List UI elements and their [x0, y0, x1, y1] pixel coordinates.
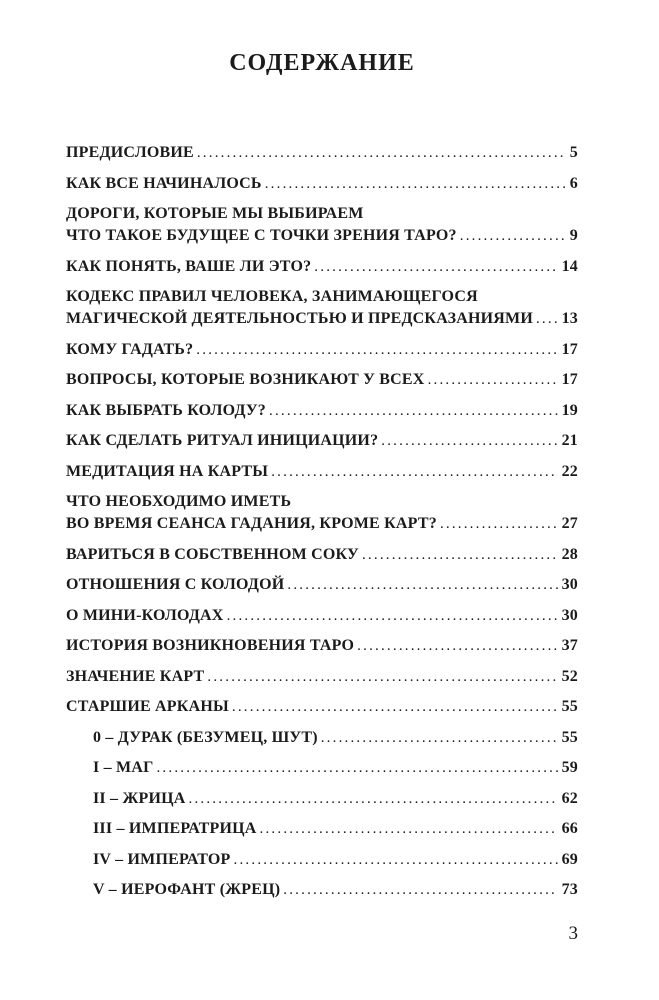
toc-entry-title: КАК СДЕЛАТЬ РИТУАЛ ИНИЦИАЦИИ?: [66, 432, 379, 449]
toc-entry: [66, 879, 578, 901]
toc-entry: [66, 666, 578, 688]
toc-entry-page: 5: [569, 144, 578, 161]
folio-page-number: 3: [568, 923, 578, 944]
toc-entry-page: 27: [561, 515, 578, 532]
dot-leader: [460, 225, 566, 247]
toc-entry-title: III – ИМПЕРАТРИЦА: [93, 820, 257, 837]
toc-entry: [66, 727, 578, 749]
toc-entry: [66, 849, 578, 871]
dot-leader: [428, 369, 558, 391]
toc-entry-title: МЕДИТАЦИЯ НА КАРТЫ: [66, 462, 269, 480]
toc-entry: [66, 173, 578, 195]
toc-entry-title: СТАРШИЕ АРКАНЫ: [66, 698, 229, 715]
toc-entry: [66, 818, 578, 840]
toc-entry-page: 17: [561, 340, 578, 358]
toc-entry-page: 17: [561, 371, 578, 388]
toc-entry-page: 69: [561, 850, 578, 868]
dot-leader: [283, 879, 557, 901]
toc-entry-title: V – ИЕРОФАНТ (ЖРЕЦ): [93, 881, 281, 898]
toc-entry: [66, 491, 578, 535]
dot-leader: [357, 635, 557, 657]
toc-entry: [66, 574, 578, 596]
toc-entry-page: 22: [561, 462, 578, 480]
toc-entry-page: 66: [561, 820, 578, 837]
toc-entry-title: ЧТО НЕОБХОДИМО ИМЕТЬ: [66, 493, 292, 510]
toc-entry-title: ДОРОГИ, КОТОРЫЕ МЫ ВЫБИРАЕМ: [66, 205, 364, 222]
toc-entry-title: КАК ВЫБРАТЬ КОЛОДУ?: [66, 401, 267, 419]
dot-leader: [207, 666, 557, 688]
toc-entry-title: ЧТО ТАКОЕ БУДУЩЕЕ С ТОЧКИ ЗРЕНИЯ ТАРО?: [66, 227, 457, 244]
toc-entry-title: IV – ИМПЕРАТОР: [93, 850, 231, 868]
dot-leader: [287, 574, 557, 596]
toc-entry-page: 6: [569, 174, 578, 192]
toc-entry-page: 55: [561, 728, 578, 746]
dot-leader: [362, 544, 558, 566]
dot-leader: [381, 430, 557, 452]
toc-entry-title: ВО ВРЕМЯ СЕАНСА ГАДАНИЯ, КРОМЕ КАРТ?: [66, 515, 437, 532]
toc-entry-title: ВАРИТЬСЯ В СОБСТВЕННОМ СОКУ: [66, 545, 359, 563]
toc-entry-title: 0 – ДУРАК (БЕЗУМЕЦ, ШУТ): [93, 728, 318, 746]
toc-entry-title: ЗНАЧЕНИЕ КАРТ: [66, 667, 205, 685]
toc-entry-page: 62: [561, 789, 578, 807]
toc-entry: [66, 757, 578, 779]
toc-entry: [66, 286, 578, 330]
toc-entry: [66, 369, 578, 391]
dot-leader: [189, 788, 558, 810]
dot-leader: [321, 727, 558, 749]
toc-entry-page: 55: [561, 698, 578, 715]
toc-entry-title: О МИНИ-КОЛОДАХ: [66, 606, 224, 624]
toc-entry: [66, 256, 578, 278]
toc-entry-title: МАГИЧЕСКОЙ ДЕЯТЕЛЬНОСТЬЮ И ПРЕДСКАЗАНИЯМИ: [66, 310, 533, 327]
dot-leader: [156, 757, 557, 779]
toc-entry-title: ОТНОШЕНИЯ С КОЛОДОЙ: [66, 576, 285, 593]
toc-entry-page: 28: [561, 545, 578, 563]
dot-leader: [197, 142, 566, 164]
toc-entry: [66, 605, 578, 627]
toc-entry-page: 9: [569, 227, 578, 244]
toc-entry-page: 59: [561, 759, 578, 776]
dot-leader: [227, 605, 558, 627]
toc-entry: [66, 203, 578, 247]
toc-entry: [66, 461, 578, 483]
toc-entry-title: КОДЕКС ПРАВИЛ ЧЕЛОВЕКА, ЗАНИМАЮЩЕГОСЯ: [66, 288, 478, 305]
toc-entry-title: I – МАГ: [93, 759, 154, 776]
toc-entry-page: 19: [561, 401, 578, 419]
toc-entry-title: ПРЕДИСЛОВИЕ: [66, 144, 194, 161]
toc-entry: [66, 339, 578, 361]
dot-leader: [440, 513, 558, 535]
toc-entry-page: 30: [561, 576, 578, 593]
toc-entry-title: КАК ПОНЯТЬ, ВАШЕ ЛИ ЭТО?: [66, 257, 312, 275]
dot-leader: [260, 818, 558, 840]
toc-entry-page: 21: [561, 432, 578, 449]
dot-leader: [265, 173, 566, 195]
toc-entry-page: 37: [561, 637, 578, 654]
dot-leader: [196, 339, 557, 361]
toc-entry: [66, 788, 578, 810]
dot-leader: [232, 696, 558, 718]
dot-leader: [269, 400, 558, 422]
toc-entry-page: 30: [561, 606, 578, 624]
dot-leader: [271, 461, 557, 483]
toc-entry-page: 13: [561, 310, 578, 327]
dot-leader: [234, 849, 558, 871]
toc-entry-page: 73: [561, 881, 578, 898]
toc-entry: [66, 400, 578, 422]
dot-leader: [314, 256, 557, 278]
page-title: СОДЕРЖАНИЕ: [229, 50, 415, 76]
toc-entry: [66, 544, 578, 566]
toc-entry: [66, 142, 578, 164]
toc-entry: [66, 696, 578, 718]
toc-entry: [66, 635, 578, 657]
toc-entry-title: КОМУ ГАДАТЬ?: [66, 340, 194, 358]
table-of-contents: [66, 142, 578, 901]
toc-entry-page: 14: [561, 257, 578, 275]
toc-entry-title: КАК ВСЕ НАЧИНАЛОСЬ: [66, 174, 262, 192]
toc-entry-title: II – ЖРИЦА: [93, 789, 186, 807]
toc-entry-title: ВОПРОСЫ, КОТОРЫЕ ВОЗНИКАЮТ У ВСЕХ: [66, 371, 425, 388]
toc-entry: [66, 430, 578, 452]
toc-entry-page: 52: [561, 667, 578, 685]
dot-leader: [536, 308, 558, 330]
toc-entry-title: ИСТОРИЯ ВОЗНИКНОВЕНИЯ ТАРО: [66, 637, 355, 654]
